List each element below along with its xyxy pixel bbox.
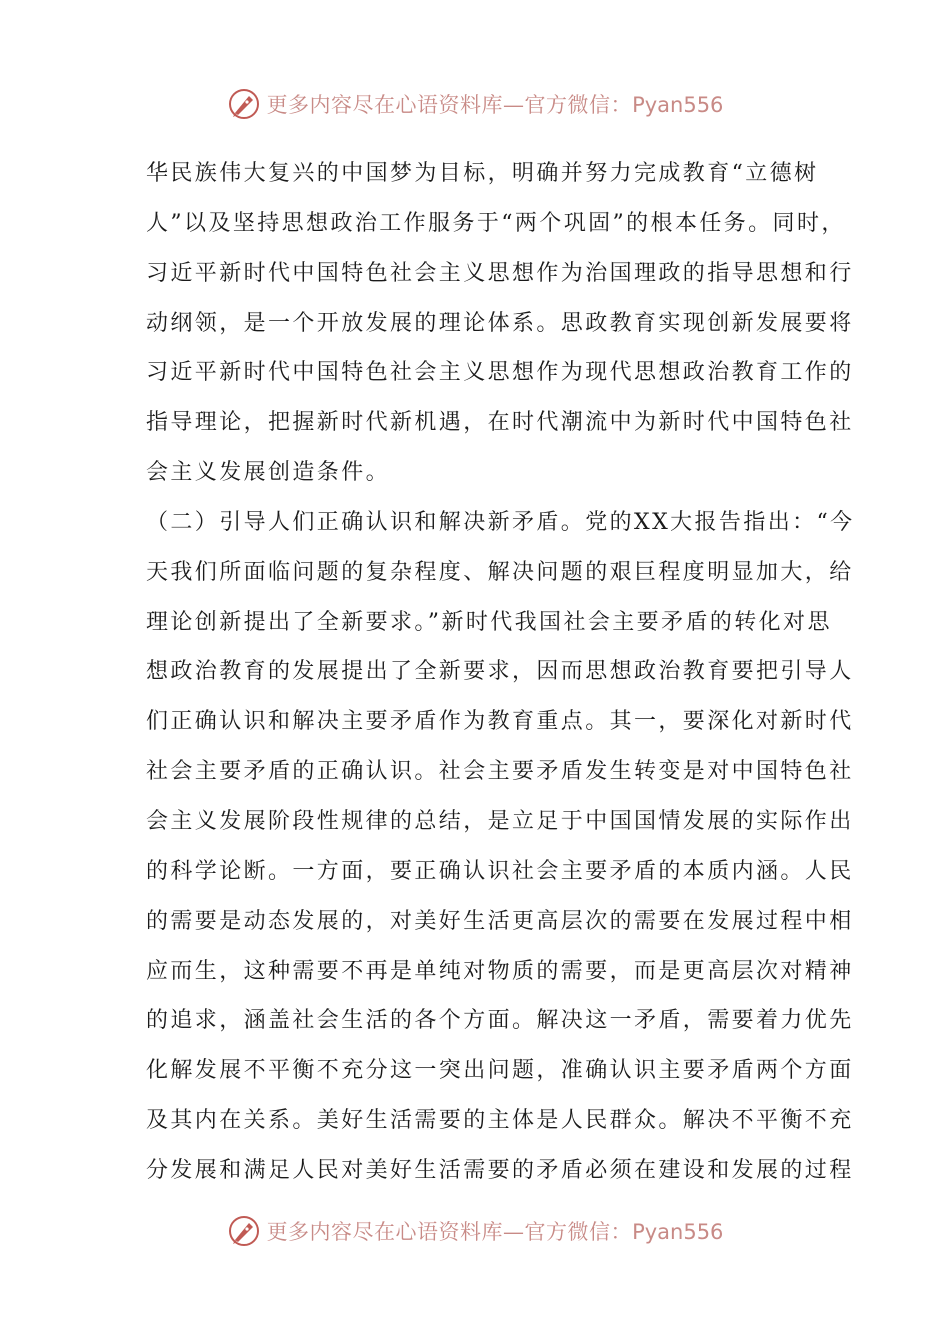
header-text: 更多内容尽在心语资料库—官方微信： bbox=[266, 93, 633, 117]
body-line: 想政治教育的发展提出了全新要求，因而思想政治教育要把引导人 bbox=[146, 659, 854, 685]
pen-nib-logo-icon bbox=[227, 1214, 261, 1248]
body-line: 会主义发展阶段性规律的总结，是立足于中国国情发展的实际作出 bbox=[146, 808, 854, 834]
header-banner-text bbox=[267, 89, 724, 119]
body-line: 的追求，涵盖社会生活的各个方面。解决这一矛盾，需要着力优先 bbox=[146, 1008, 854, 1034]
body-line: 人”以及坚持思想政治工作服务于“两个巩固”的根本任务。同时， bbox=[146, 210, 846, 236]
body-line: 应而生，这种需要不再是单纯对物质的需要，而是更高层次对精神 bbox=[146, 958, 854, 984]
section-heading-line: （二）引导人们正确认识和解决新矛盾。党的XX大报告指出：“今 bbox=[146, 509, 855, 535]
body-line: 社会主要矛盾的正确认识。社会主要矛盾发生转变是对中国特色社 bbox=[146, 759, 854, 785]
document-body bbox=[146, 149, 855, 1196]
body-line: 及其内在关系。美好生活需要的主体是人民群众。解决不平衡不充 bbox=[146, 1108, 854, 1134]
body-line: 化解发展不平衡不充分这一突出问题，准确认识主要矛盾两个方面 bbox=[146, 1058, 854, 1084]
header-banner bbox=[0, 84, 950, 124]
body-line: 动纲领，是一个开放发展的理论体系。思政教育实现创新发展要将 bbox=[146, 310, 854, 336]
body-line: 会主义发展创造条件。 bbox=[146, 460, 391, 486]
body-line: 分发展和满足人民对美好生活需要的矛盾必须在建设和发展的过程 bbox=[146, 1157, 854, 1183]
footer-banner bbox=[0, 1211, 950, 1251]
footer-banner-text bbox=[267, 1216, 724, 1246]
footer-text: 更多内容尽在心语资料库—官方微信： bbox=[266, 1220, 633, 1244]
body-line: 的需要是动态发展的，对美好生活更高层次的需要在发展过程中相 bbox=[146, 908, 854, 934]
body-line: 理论创新提出了全新要求。”新时代我国社会主要矛盾的转化对思 bbox=[146, 609, 832, 635]
body-line: 的科学论断。一方面，要正确认识社会主要矛盾的本质内涵。人民 bbox=[146, 858, 854, 884]
header-wechat-id: Pyan556 bbox=[632, 93, 724, 117]
footer-wechat-id: Pyan556 bbox=[632, 1220, 724, 1244]
body-line: 指导理论，把握新时代新机遇，在时代潮流中为新时代中国特色社 bbox=[146, 410, 854, 436]
body-line: 华民族伟大复兴的中国梦为目标，明确并努力完成教育“立德树 bbox=[146, 161, 819, 186]
pen-nib-logo-icon bbox=[227, 87, 261, 121]
body-line: 天我们所面临问题的复杂程度、解决问题的艰巨程度明显加大，给 bbox=[146, 559, 854, 585]
body-line: 习近平新时代中国特色社会主义思想作为治国理政的指导思想和行 bbox=[146, 260, 854, 286]
body-line: 习近平新时代中国特色社会主义思想作为现代思想政治教育工作的 bbox=[146, 360, 854, 386]
body-line: 们正确认识和解决主要矛盾作为教育重点。其一，要深化对新时代 bbox=[146, 709, 854, 735]
